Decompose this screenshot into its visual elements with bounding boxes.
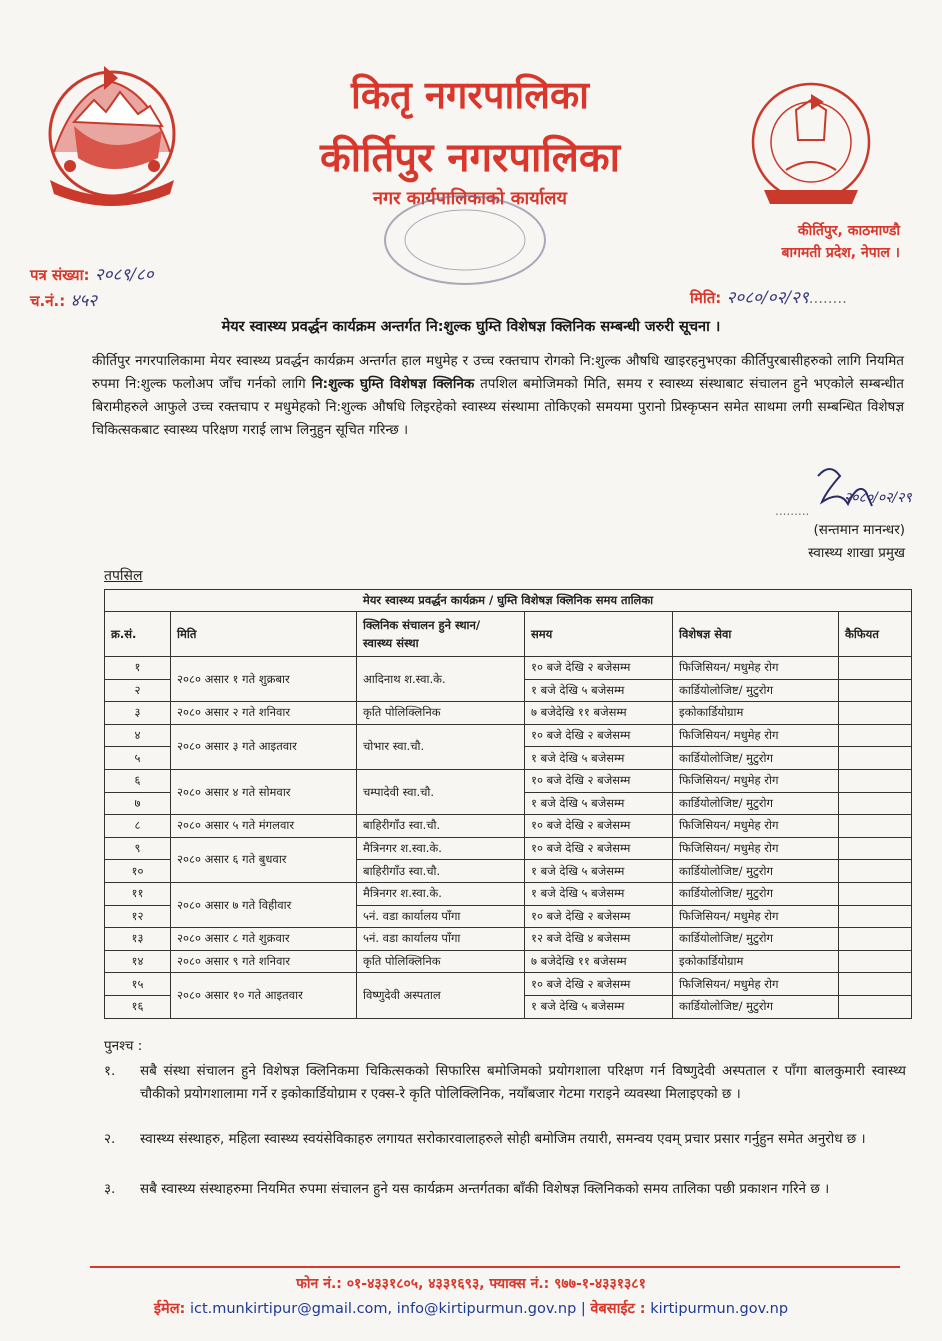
- cell-sn: १३: [105, 928, 171, 951]
- cell-service: फिजिसियन/ मधुमेह रोग: [673, 769, 839, 792]
- signer-name: (सन्तमान मानन्धर): [813, 522, 905, 538]
- nepal-emblem-icon: [34, 62, 189, 212]
- table-row: [105, 950, 912, 973]
- cell-sn: ६: [105, 769, 171, 792]
- cell-date: २०८० असार ८ गते शुक्रवार: [171, 928, 357, 951]
- cell-sn: ३: [105, 702, 171, 725]
- cell-date: २०८० असार १० गते आइतवार: [171, 973, 357, 1018]
- cell-date: २०८० असार ४ गते सोमवार: [171, 769, 357, 814]
- cell-place: ५नं. वडा कार्यालय पाँगा: [357, 905, 525, 928]
- office-stamp-icon: [380, 190, 550, 290]
- cell-time: १० बजे देखि २ बजेसम्म: [525, 657, 673, 680]
- table-row: [105, 724, 912, 747]
- table-caption: मेयर स्वास्थ्य प्रवर्द्धन कार्यक्रम / घुम्ति विशेषज्ञ क्लिनिक समय तालिका: [105, 590, 912, 612]
- cell-service: फिजिसियन/ मधुमेह रोग: [673, 837, 839, 860]
- table-row: [105, 882, 912, 905]
- notice-subject: मेयर स्वास्थ्य प्रवर्द्धन कार्यक्रम अन्तर्गत नि:शुल्क घुम्ति विशेषज्ञ क्लिनिक सम्बन्धी जरुरी सूचना ।: [221, 319, 721, 335]
- cell-remarks: [839, 679, 912, 702]
- cell-time: ७ बजेदेखि ११ बजेसम्म: [525, 950, 673, 973]
- header-place-line1: क्लिनिक संचालन हुने स्थान/: [363, 618, 481, 632]
- cell-service: कार्डियोलोजिष्ट/ मुटुरोग: [673, 860, 839, 883]
- cell-sn: १४: [105, 950, 171, 973]
- date-label: मिति:: [690, 289, 722, 307]
- cell-remarks: [839, 973, 912, 996]
- cell-time: १ बजे देखि ५ बजेसम्म: [525, 860, 673, 883]
- patra-sankhya-label: पत्र संख्या:: [30, 266, 90, 284]
- table-row: [105, 657, 912, 680]
- address-line1: कीर्तिपुर, काठमाण्डौ: [797, 223, 900, 239]
- cell-time: १० बजे देखि २ बजेसम्म: [525, 905, 673, 928]
- cell-sn: ५: [105, 747, 171, 770]
- note-item: [104, 1178, 906, 1201]
- table-row: [105, 973, 912, 996]
- cell-service: कार्डियोलोजिष्ट/ मुटुरोग: [673, 882, 839, 905]
- cell-time: ७ बजेदेखि ११ बजेसम्म: [525, 702, 673, 725]
- footer-divider: [90, 1266, 900, 1268]
- note-text: स्वास्थ्य संस्थाहरु, महिला स्वास्थ्य स्वयंसेविकाहरु लगायत सरोकारवालाहरुले सोही बमोजिम तयारी, समन्वय एवम् प्रचार प्रसार गर्नुहुन समेत अनुरोध छ ।: [140, 1131, 866, 1147]
- footer-separator: |: [580, 1301, 586, 1317]
- municipality-address: [720, 220, 900, 264]
- cell-service: कार्डियोलोजिष्ट/ मुटुरोग: [673, 928, 839, 951]
- cell-time: १२ बजे देखि ४ बजेसम्म: [525, 928, 673, 951]
- clinic-schedule-table: [104, 589, 912, 1019]
- body-part2: तपशिल बमोजिमको मिति, समय र स्वास्थ्य संस्थाबाट संचालन हुने भएकोले सम्बन्धीत बिरामीहरुले आफुले उच्च रक्तचाप र मधुमेहको नि:शुल्क औषधि लिइरहेको स्वास्थ्य संस्थामा तोकिएको समयमा पुरानो प्रिस्कृप्सन समेत साथमा लगी सम्बन्धित विशेषज्ञ चिकित्सकबाट स्वास्थ्य परिक्षण गराई लाभ लिनुहुन सूचित गरिन्छ ।: [92, 376, 904, 438]
- cell-service: फिजिसियन/ मधुमेह रोग: [673, 724, 839, 747]
- email-label: ईमेल:: [153, 1301, 186, 1317]
- cell-sn: ९: [105, 837, 171, 860]
- cell-place: बाहिरीगाँउ स्वा.चौ.: [357, 815, 525, 838]
- note-number: ३.: [104, 1181, 116, 1197]
- cell-remarks: [839, 747, 912, 770]
- signer-title: स्वास्थ्य शाखा प्रमुख: [808, 545, 905, 561]
- reference-block: [30, 262, 154, 314]
- cell-place: विष्णुदेवी अस्पताल: [357, 973, 525, 1018]
- cell-remarks: [839, 905, 912, 928]
- body-part1: कीर्तिपुर नगरपालिकामा मेयर स्वास्थ्य प्रवर्द्धन कार्यक्रम अन्तर्गत हाल मधुमेह र उच्च रक्तचाप रोगको नि:शुल्क औषधि खाइरहनुभएका कीर्तिपुरबासीहरुको लागि नियमित रुपमा नि:शुल्क फलोअप जाँच गर्नको लागि: [92, 353, 904, 392]
- table-row: [105, 702, 912, 725]
- chalani-label: च.नं.:: [30, 292, 66, 310]
- footer-phone: फोन नं.: ०१-४३३१८०५, ४३३१६९३, फ्याक्स नं.: ९७७-१-४३३१३८१: [296, 1276, 646, 1292]
- cell-date: २०८० असार ९ गते शनिवार: [171, 950, 357, 973]
- municipality-logo-icon: [736, 80, 886, 210]
- cell-service: फिजिसियन/ मधुमेह रोग: [673, 905, 839, 928]
- cell-service: कार्डियोलोजिष्ट/ मुटुरोग: [673, 679, 839, 702]
- cell-remarks: [839, 860, 912, 883]
- cell-service: कार्डियोलोजिष्ट/ मुटुरोग: [673, 747, 839, 770]
- cell-sn: ४: [105, 724, 171, 747]
- header-service: विशेषज्ञ सेवा: [673, 612, 839, 657]
- cell-time: १० बजे देखि २ बजेसम्म: [525, 815, 673, 838]
- cell-service: कार्डियोलोजिष्ट/ मुटुरोग: [673, 995, 839, 1018]
- table-row: [105, 815, 912, 838]
- cell-remarks: [839, 724, 912, 747]
- cell-remarks: [839, 702, 912, 725]
- cell-service: फिजिसियन/ मधुमेह रोग: [673, 657, 839, 680]
- chalani-value: ४५२: [70, 291, 98, 311]
- cell-time: १० बजे देखि २ बजेसम्म: [525, 724, 673, 747]
- table-header-row: [105, 612, 912, 657]
- date-value: २०८०/०२/२९: [726, 288, 809, 308]
- date-dots: ........: [808, 289, 847, 307]
- cell-time: १ बजे देखि ५ बजेसम्म: [525, 882, 673, 905]
- municipality-title: कीर्तिपुर नगरपालिका: [320, 135, 620, 181]
- cell-remarks: [839, 792, 912, 815]
- office-name: नगर कार्यपालिकाको कार्यालय: [373, 188, 567, 209]
- cell-date: २०८० असार ३ गते आइतवार: [171, 724, 357, 769]
- cell-sn: १५: [105, 973, 171, 996]
- cell-date: २०८० असार ६ गते बुधवार: [171, 837, 357, 882]
- table-row: [105, 769, 912, 792]
- cell-remarks: [839, 995, 912, 1018]
- footer-contact: [60, 1298, 882, 1318]
- cell-remarks: [839, 837, 912, 860]
- note-number: १.: [104, 1063, 116, 1079]
- patra-sankhya-value: २०८९/८०: [94, 265, 154, 285]
- cell-time: १ बजे देखि ५ बजेसम्म: [525, 792, 673, 815]
- cell-sn: १२: [105, 905, 171, 928]
- note-number: २.: [104, 1131, 116, 1147]
- tapasil-heading: तपसिल: [104, 568, 143, 584]
- cell-place: ५नं. वडा कार्यालय पाँगा: [357, 928, 525, 951]
- table-row: [105, 837, 912, 860]
- note-item: [104, 1060, 906, 1106]
- cell-remarks: [839, 882, 912, 905]
- cell-time: १० बजे देखि २ बजेसम्म: [525, 837, 673, 860]
- cell-date: २०८० असार २ गते शनिवार: [171, 702, 357, 725]
- signature-date: २०८०/०२/२९: [844, 490, 912, 506]
- cell-remarks: [839, 769, 912, 792]
- cell-place: बाहिरीगाँउ स्वा.चौ.: [357, 860, 525, 883]
- website-value[interactable]: kirtipurmun.gov.np: [650, 1301, 789, 1317]
- cell-sn: ८: [105, 815, 171, 838]
- header-date: मिति: [171, 612, 357, 657]
- cell-service: फिजिसियन/ मधुमेह रोग: [673, 815, 839, 838]
- cell-time: १० बजे देखि २ बजेसम्म: [525, 973, 673, 996]
- municipality-title-native: कितृ नगरपालिका: [350, 73, 589, 117]
- address-line2: बागमती प्रदेश, नेपाल ।: [781, 245, 900, 261]
- cell-place: कृति पोलिक्लिनिक: [357, 702, 525, 725]
- note-text: सबै संस्था संचालन हुने विशेषज्ञ क्लिनिकमा चिकित्सकको सिफारिस बमोजिमको प्रयोगशाला परिक्षण गर्न विष्णुदेवी अस्पताल र पाँगा बालकुमारी स्वास्थ्य चौकीको प्रयोगशालामा गर्ने र इकोकार्डियोग्राम र एक्स-रे कृति पोलिक्लिनिक, नयाँबजार गेटमा गराइने व्यवस्था मिलाइएको छ ।: [140, 1063, 906, 1102]
- cell-service: फिजिसियन/ मधुमेह रोग: [673, 973, 839, 996]
- cell-service: इकोकार्डियोग्राम: [673, 950, 839, 973]
- table-row: [105, 928, 912, 951]
- header-time: समय: [525, 612, 673, 657]
- cell-sn: २: [105, 679, 171, 702]
- notice-body: [92, 350, 904, 442]
- cell-sn: ११: [105, 882, 171, 905]
- header-place-line2: स्वास्थ्य संस्था: [363, 636, 419, 650]
- cell-service: कार्डियोलोजिष्ट/ मुटुरोग: [673, 792, 839, 815]
- cell-sn: १: [105, 657, 171, 680]
- cell-service: इकोकार्डियोग्राम: [673, 702, 839, 725]
- cell-time: १० बजे देखि २ बजेसम्म: [525, 769, 673, 792]
- header-sn: क्र.सं.: [105, 612, 171, 657]
- cell-date: २०८० असार ७ गते विहीवार: [171, 882, 357, 927]
- cell-remarks: [839, 657, 912, 680]
- note-item: [104, 1128, 906, 1151]
- header-place: [357, 612, 525, 657]
- cell-place: कृति पोलिक्लिनिक: [357, 950, 525, 973]
- cell-place: चोभार स्वा.चौ.: [357, 724, 525, 769]
- cell-sn: ७: [105, 792, 171, 815]
- website-label: वेबसाईट :: [590, 1301, 646, 1317]
- notes-title: पुनश्च :: [104, 1038, 143, 1054]
- cell-time: १ बजे देखि ५ बजेसम्म: [525, 995, 673, 1018]
- cell-time: १ बजे देखि ५ बजेसम्म: [525, 679, 673, 702]
- cell-remarks: [839, 928, 912, 951]
- letter-date: [690, 285, 847, 308]
- cell-place: मैत्रिनगर श.स्वा.के.: [357, 837, 525, 860]
- cell-date: २०८० असार १ गते शुक्रबार: [171, 657, 357, 702]
- cell-place: मैत्रिनगर श.स्वा.के.: [357, 882, 525, 905]
- table-caption-row: [105, 590, 912, 612]
- header-remarks: कैफियत: [839, 612, 912, 657]
- cell-place: आदिनाथ श.स्वा.के.: [357, 657, 525, 702]
- cell-date: २०८० असार ५ गते मंगलवार: [171, 815, 357, 838]
- cell-remarks: [839, 815, 912, 838]
- note-text: सबै स्वास्थ्य संस्थाहरुमा नियमित रुपमा संचालन हुने यस कार्यक्रम अन्तर्गतका बाँकी विशेषज्ञ क्लिनिकको समय तालिका पछी प्रकाशन गरिने छ ।: [140, 1181, 830, 1197]
- body-bold: नि:शुल्क घुम्ति विशेषज्ञ क्लिनिक: [311, 376, 475, 392]
- cell-time: १ बजे देखि ५ बजेसम्म: [525, 747, 673, 770]
- cell-sn: १६: [105, 995, 171, 1018]
- cell-remarks: [839, 950, 912, 973]
- cell-sn: १०: [105, 860, 171, 883]
- email-value[interactable]: ict.munkirtipur@gmail.com, info@kirtipurmun.gov.np: [189, 1301, 577, 1317]
- cell-place: चम्पादेवी स्वा.चौ.: [357, 769, 525, 814]
- signature-icon: [800, 462, 920, 522]
- signature-dots: .........: [775, 504, 810, 518]
